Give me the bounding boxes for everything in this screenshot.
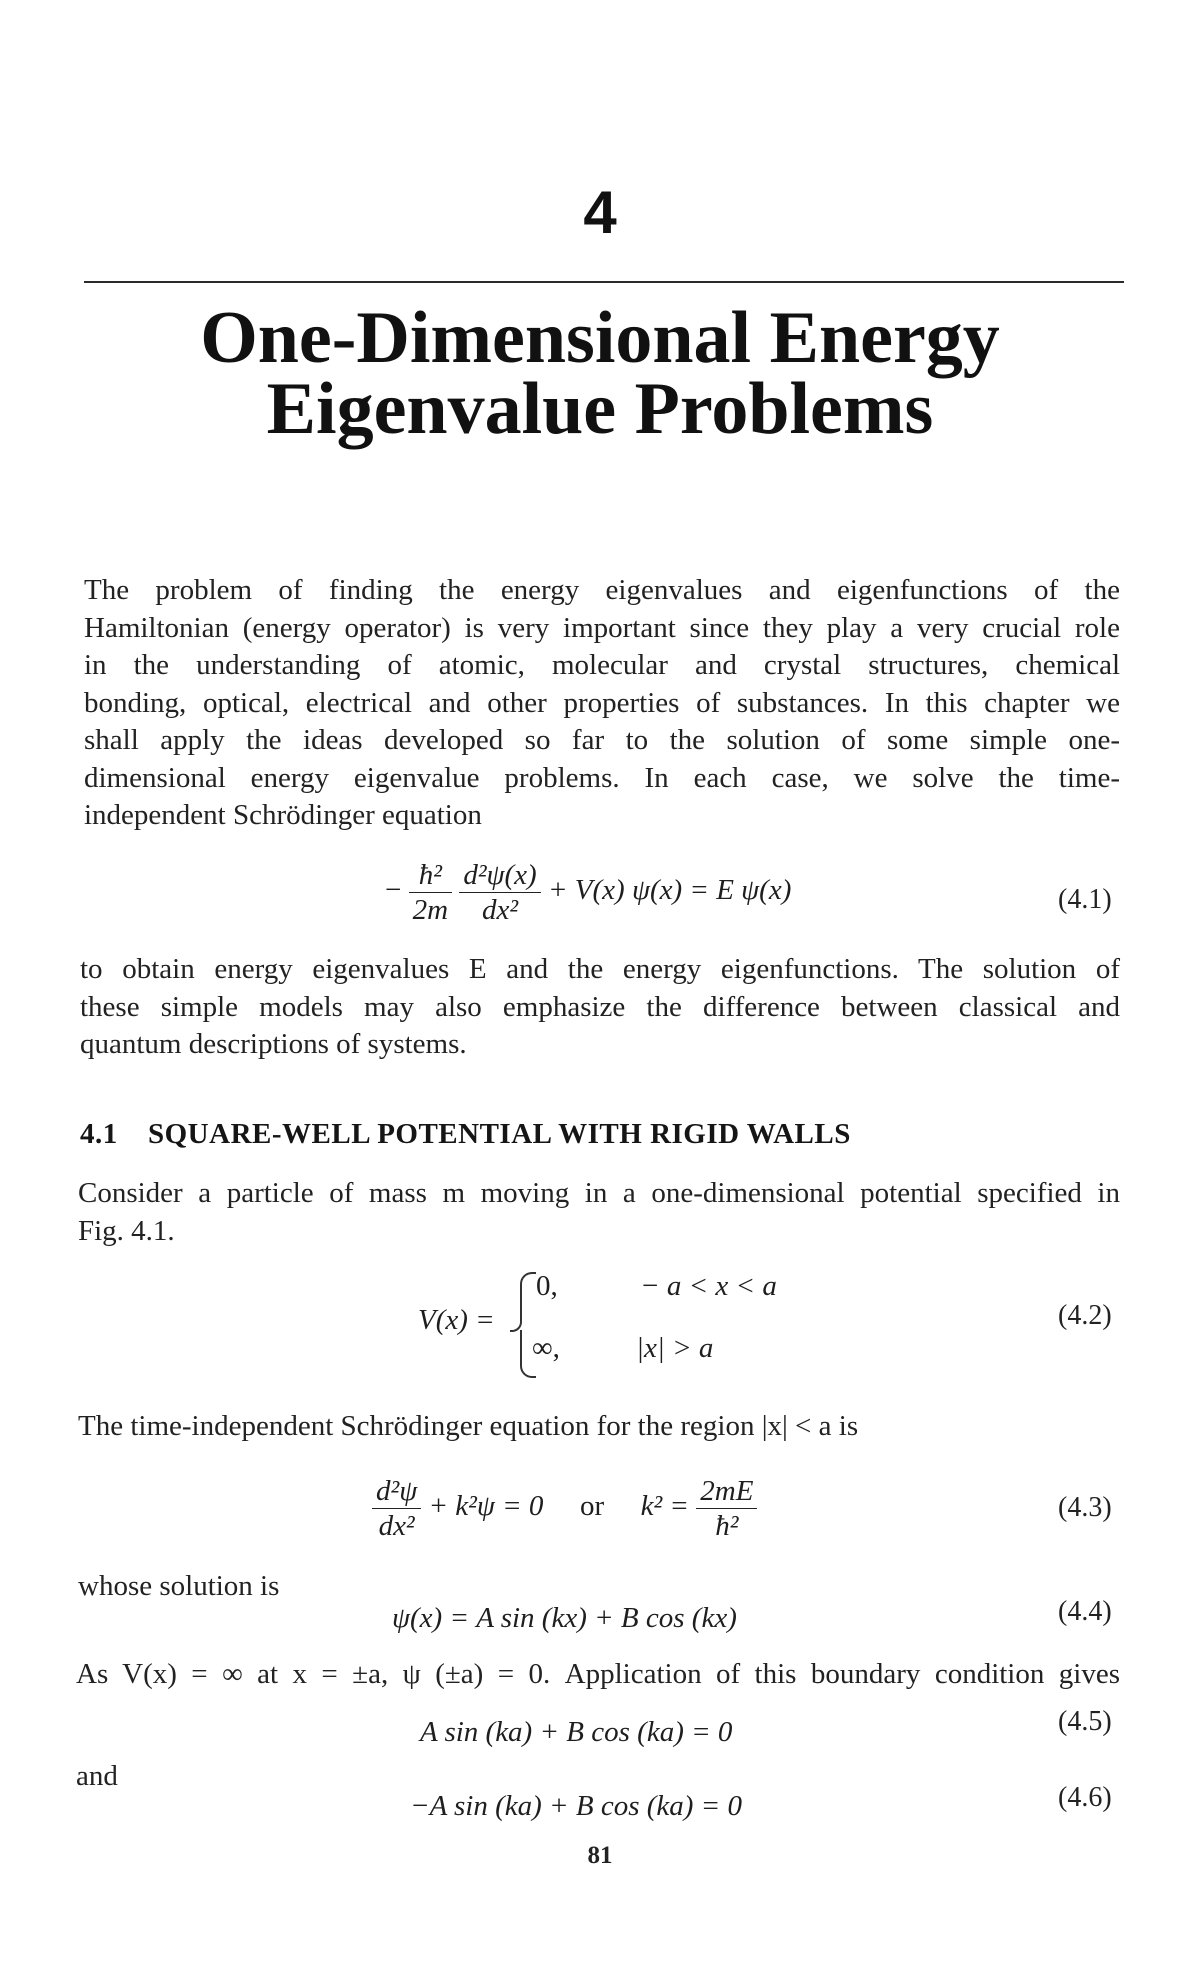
intro-line: in the understanding of atomic, molecular and crystal structures, chemical bbox=[84, 649, 1120, 681]
region-sentence bbox=[78, 1408, 1120, 1446]
chapter-number: 4 bbox=[583, 179, 617, 246]
whose-solution-text: whose solution is bbox=[78, 1570, 280, 1602]
intro-line: independent Schrödinger equation bbox=[84, 799, 482, 831]
eq42-lhs-text: V(x) = bbox=[418, 1304, 495, 1336]
intro-paragraph bbox=[84, 572, 1120, 835]
eq42-case1-condition bbox=[640, 1268, 777, 1304]
eq43-frac2-numerator: 2mE bbox=[696, 1474, 757, 1509]
intro-cont-line: to obtain energy eigenvalues E and the energy eigenfunctions. The solution of bbox=[80, 953, 1120, 985]
eq46-text: −A sin (ka) + B cos (ka) = 0 bbox=[410, 1790, 742, 1822]
equation-number-4-6: (4.6) bbox=[1058, 1782, 1112, 1813]
eq41-frac1-numerator: ħ² bbox=[409, 858, 452, 893]
equation-number-4-3: (4.3) bbox=[1058, 1492, 1112, 1523]
eq44-text: ψ(x) = A sin (kx) + B cos (kx) bbox=[392, 1602, 737, 1634]
section-title: SQUARE-WELL POTENTIAL WITH RIGID WALLS bbox=[148, 1118, 851, 1150]
equation-4-3 bbox=[372, 1474, 757, 1543]
eq42-case2-condition bbox=[636, 1330, 713, 1366]
equation-number-4-5: (4.5) bbox=[1058, 1706, 1112, 1737]
chapter-title-line-1: One-Dimensional Energy bbox=[200, 297, 1000, 379]
eq42-case2-condition-text: |x| > a bbox=[636, 1332, 714, 1364]
section-paragraph bbox=[78, 1175, 1120, 1250]
equation-4-6 bbox=[410, 1788, 742, 1824]
boundary-sentence-text: As V(x) = ∞ at x = ±a, ψ (±a) = 0. Application of this boundary condition gives bbox=[76, 1658, 1120, 1690]
intro-line: Hamiltonian (energy operator) is very important since they play a very crucial role bbox=[84, 611, 1120, 644]
region-sentence-text: The time-independent Schrödinger equation for the region |x| < a is bbox=[78, 1410, 859, 1442]
eq42-lhs bbox=[418, 1302, 495, 1338]
equation-number-4-4: (4.4) bbox=[1058, 1596, 1112, 1627]
eq43-k2: k² = bbox=[640, 1490, 689, 1523]
eq43-fraction-derivative bbox=[372, 1474, 421, 1543]
section-number: 4.1 bbox=[80, 1118, 118, 1150]
eq45-text: A sin (ka) + B cos (ka) = 0 bbox=[420, 1716, 733, 1748]
eq41-minus: − bbox=[385, 874, 402, 907]
eq42-case1-condition-text: − a < x < a bbox=[640, 1270, 777, 1302]
title-rule bbox=[84, 281, 1124, 283]
page-number: 81 bbox=[587, 1842, 613, 1869]
equation-number-4-1: (4.1) bbox=[1058, 884, 1112, 915]
intro-line: The problem of finding the energy eigenvalues and eigenfunctions of the bbox=[84, 574, 1120, 606]
eq41-frac1-denominator: 2m bbox=[412, 894, 449, 926]
intro-cont-line: these simple models may also emphasize the difference between classical and bbox=[80, 990, 1120, 1023]
eq43-frac-numerator: d²ψ bbox=[372, 1474, 421, 1509]
intro-line: dimensional energy eigenvalue problems. In each case, we solve the time- bbox=[84, 761, 1120, 794]
eq41-fraction-hbar bbox=[409, 858, 452, 927]
intro-cont-line: quantum descriptions of systems. bbox=[80, 1028, 467, 1060]
eq41-rest: + V(x) ψ(x) = E ψ(x) bbox=[547, 874, 792, 907]
section-line: Consider a particle of mass m moving in a one-dimensional potential specified in bbox=[78, 1177, 1120, 1209]
chapter-title-line-2: Eigenvalue Problems bbox=[266, 368, 934, 450]
and-text: and bbox=[76, 1760, 118, 1792]
eq41-frac2-denominator: dx² bbox=[481, 894, 519, 926]
eq43-frac-denominator: dx² bbox=[378, 1510, 415, 1542]
boundary-sentence bbox=[76, 1656, 1120, 1694]
eq42-case2-value: ∞, bbox=[532, 1332, 560, 1364]
intro-line: shall apply the ideas developed so far to the solution of some simple one- bbox=[84, 724, 1120, 756]
eq43-fraction-energy bbox=[696, 1474, 757, 1543]
eq43-or: or bbox=[579, 1490, 605, 1523]
eq41-fraction-derivative bbox=[459, 858, 540, 927]
eq41-frac2-numerator: d²ψ(x) bbox=[459, 858, 540, 893]
eq43-middle: + k²ψ = 0 bbox=[428, 1490, 544, 1523]
equation-4-1 bbox=[385, 858, 791, 927]
equation-4-4 bbox=[392, 1600, 737, 1636]
equation-number-4-2: (4.2) bbox=[1058, 1300, 1112, 1331]
eq42-case1-value: 0, bbox=[536, 1270, 558, 1302]
eq43-frac2-denominator: ħ² bbox=[715, 1510, 739, 1542]
equation-4-5 bbox=[420, 1714, 732, 1750]
intro-line: bonding, optical, electrical and other properties of substances. In this chapter we bbox=[84, 686, 1120, 719]
section-line: Fig. 4.1. bbox=[78, 1214, 175, 1247]
intro-continuation bbox=[80, 951, 1120, 1064]
